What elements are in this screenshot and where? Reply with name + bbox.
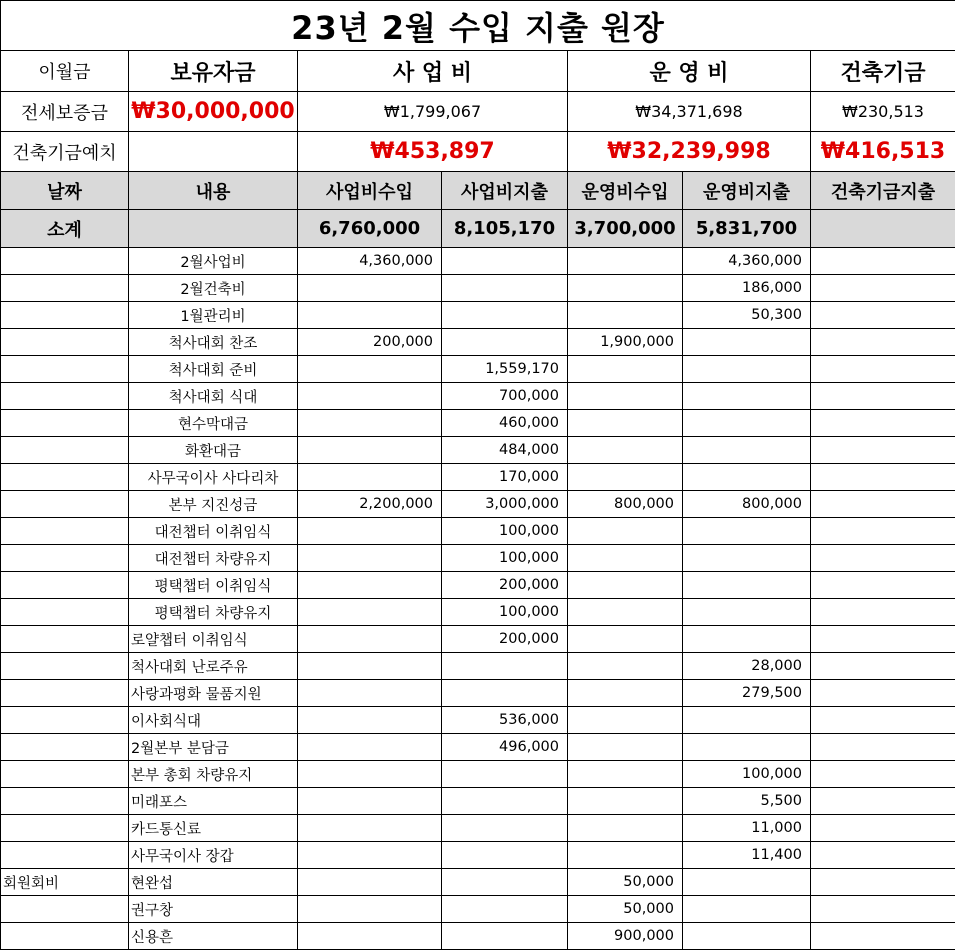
cell-building-expense — [811, 248, 955, 275]
cell-operating-expense — [683, 599, 811, 626]
cell-date — [1, 815, 129, 842]
cell-business-income — [298, 437, 442, 464]
cell-business-income — [298, 761, 442, 788]
operating-expense-label: 운 영 비 — [568, 51, 811, 92]
cell-business-expense: 100,000 — [442, 518, 568, 545]
cell-content: 평택챕터 이취임식 — [129, 572, 298, 599]
header-building-expense: 건축기금지출 — [811, 172, 955, 210]
cell-date: 회원회비 — [1, 869, 129, 896]
cell-operating-expense: 28,000 — [683, 653, 811, 680]
subtotal-building-expense — [811, 210, 955, 248]
cell-business-income — [298, 788, 442, 815]
cell-date — [1, 518, 129, 545]
cell-business-income — [298, 842, 442, 869]
cell-business-expense: 100,000 — [442, 599, 568, 626]
cell-business-income — [298, 680, 442, 707]
cell-business-income: 2,200,000 — [298, 491, 442, 518]
cell-building-expense — [811, 815, 955, 842]
cell-content: 사무국이사 장갑 — [129, 842, 298, 869]
cell-operating-income: 50,000 — [568, 869, 683, 896]
building-balance: ₩416,513 — [811, 132, 955, 172]
subtotal-label: 소계 — [1, 210, 129, 248]
table-row — [1, 383, 955, 410]
cell-content: 사무국이사 사다리차 — [129, 464, 298, 491]
table-row — [1, 923, 955, 950]
cell-date — [1, 707, 129, 734]
table-row — [1, 842, 955, 869]
cell-building-expense — [811, 383, 955, 410]
cell-date — [1, 761, 129, 788]
cell-content: 척사대회 찬조 — [129, 329, 298, 356]
cell-date — [1, 896, 129, 923]
cell-content: 사랑과평화 물품지원 — [129, 680, 298, 707]
cell-date — [1, 734, 129, 761]
table-row — [1, 410, 955, 437]
cell-operating-income — [568, 410, 683, 437]
cell-content: 화환대금 — [129, 437, 298, 464]
cell-date — [1, 383, 129, 410]
cell-content: 척사대회 난로주유 — [129, 653, 298, 680]
building-carryover: ₩230,513 — [811, 92, 955, 132]
cell-operating-income: 1,900,000 — [568, 329, 683, 356]
cell-operating-income — [568, 653, 683, 680]
cell-building-expense — [811, 896, 955, 923]
building-deposit-amount — [129, 132, 298, 172]
subtotal-operating-income: 3,700,000 — [568, 210, 683, 248]
page-title: 23년 2월 수입 지출 원장 — [1, 1, 955, 51]
cell-operating-expense — [683, 329, 811, 356]
cell-business-expense — [442, 275, 568, 302]
table-row — [1, 707, 955, 734]
cell-building-expense — [811, 707, 955, 734]
cell-business-income — [298, 356, 442, 383]
cell-building-expense — [811, 788, 955, 815]
cell-business-expense: 484,000 — [442, 437, 568, 464]
cell-content: 현완섭 — [129, 869, 298, 896]
cell-operating-income — [568, 626, 683, 653]
cell-operating-expense: 100,000 — [683, 761, 811, 788]
cell-building-expense — [811, 437, 955, 464]
cell-operating-expense — [683, 545, 811, 572]
cell-business-expense — [442, 896, 568, 923]
cell-operating-expense — [683, 383, 811, 410]
cell-content: 본부 총회 차량유지 — [129, 761, 298, 788]
cell-operating-expense — [683, 356, 811, 383]
cell-operating-expense — [683, 734, 811, 761]
cell-business-income — [298, 275, 442, 302]
cell-content: 신용흔 — [129, 923, 298, 950]
cell-business-income — [298, 707, 442, 734]
cell-operating-income — [568, 599, 683, 626]
table-row — [1, 869, 955, 896]
cell-business-income — [298, 302, 442, 329]
cell-operating-expense — [683, 410, 811, 437]
cell-content: 대전챕터 이취임식 — [129, 518, 298, 545]
cell-operating-expense — [683, 707, 811, 734]
cell-operating-expense — [683, 626, 811, 653]
cell-date — [1, 842, 129, 869]
cell-content: 현수막대금 — [129, 410, 298, 437]
cell-date — [1, 410, 129, 437]
operating-balance: ₩32,239,998 — [568, 132, 811, 172]
cell-business-expense — [442, 842, 568, 869]
table-row — [1, 518, 955, 545]
cell-building-expense — [811, 491, 955, 518]
business-expense-label: 사 업 비 — [298, 51, 568, 92]
cell-business-income — [298, 896, 442, 923]
building-deposit-label: 건축기금예치 — [1, 132, 129, 172]
cell-building-expense — [811, 734, 955, 761]
cell-building-expense — [811, 275, 955, 302]
deposit-label: 전세보증금 — [1, 92, 129, 132]
cell-date — [1, 923, 129, 950]
cell-building-expense — [811, 545, 955, 572]
cell-date — [1, 464, 129, 491]
cell-operating-income — [568, 680, 683, 707]
cell-date — [1, 491, 129, 518]
cell-date — [1, 356, 129, 383]
subtotal-operating-expense: 5,831,700 — [683, 210, 811, 248]
operating-carryover: ₩34,371,698 — [568, 92, 811, 132]
cell-building-expense — [811, 464, 955, 491]
table-row — [1, 356, 955, 383]
deposit-amount: ₩30,000,000 — [129, 92, 298, 132]
table-row — [1, 788, 955, 815]
header-date: 날짜 — [1, 172, 129, 210]
cell-content: 1월관리비 — [129, 302, 298, 329]
cell-business-expense: 170,000 — [442, 464, 568, 491]
table-row — [1, 464, 955, 491]
cell-operating-income: 900,000 — [568, 923, 683, 950]
cell-business-expense — [442, 869, 568, 896]
cell-operating-income — [568, 734, 683, 761]
cell-operating-income — [568, 707, 683, 734]
cell-business-income — [298, 572, 442, 599]
cell-operating-expense — [683, 437, 811, 464]
cell-building-expense — [811, 761, 955, 788]
cell-date — [1, 572, 129, 599]
cell-business-income: 200,000 — [298, 329, 442, 356]
business-balance: ₩453,897 — [298, 132, 568, 172]
cell-building-expense — [811, 626, 955, 653]
header-content: 내용 — [129, 172, 298, 210]
cell-business-income — [298, 383, 442, 410]
subtotal-content — [129, 210, 298, 248]
cell-date — [1, 545, 129, 572]
cell-business-income — [298, 464, 442, 491]
cell-business-expense — [442, 923, 568, 950]
subtotal-business-expense: 8,105,170 — [442, 210, 568, 248]
cell-operating-income — [568, 815, 683, 842]
cell-operating-income — [568, 383, 683, 410]
cell-operating-income: 50,000 — [568, 896, 683, 923]
cell-operating-income — [568, 464, 683, 491]
table-row — [1, 653, 955, 680]
cell-operating-expense: 4,360,000 — [683, 248, 811, 275]
cell-content: 2월사업비 — [129, 248, 298, 275]
cell-building-expense — [811, 329, 955, 356]
cell-business-expense: 3,000,000 — [442, 491, 568, 518]
header-business-income: 사업비수입 — [298, 172, 442, 210]
cell-content: 척사대회 준비 — [129, 356, 298, 383]
cell-date — [1, 680, 129, 707]
cell-building-expense — [811, 923, 955, 950]
cell-business-income — [298, 410, 442, 437]
cell-content: 척사대회 식대 — [129, 383, 298, 410]
cell-operating-expense: 50,300 — [683, 302, 811, 329]
header-operating-expense: 운영비지출 — [683, 172, 811, 210]
cell-operating-income — [568, 842, 683, 869]
cell-building-expense — [811, 302, 955, 329]
cell-operating-income: 800,000 — [568, 491, 683, 518]
cell-operating-expense — [683, 896, 811, 923]
cell-date — [1, 248, 129, 275]
cell-operating-expense: 186,000 — [683, 275, 811, 302]
table-row — [1, 815, 955, 842]
cell-date — [1, 626, 129, 653]
cell-operating-expense — [683, 869, 811, 896]
cell-building-expense — [811, 518, 955, 545]
cell-operating-expense: 11,000 — [683, 815, 811, 842]
cell-business-expense: 200,000 — [442, 572, 568, 599]
cell-date — [1, 653, 129, 680]
cell-business-expense — [442, 815, 568, 842]
cell-business-income: 4,360,000 — [298, 248, 442, 275]
table-row — [1, 680, 955, 707]
table-row — [1, 896, 955, 923]
cell-building-expense — [811, 410, 955, 437]
table-row — [1, 329, 955, 356]
cell-operating-income — [568, 545, 683, 572]
cell-business-income — [298, 653, 442, 680]
cell-business-income — [298, 518, 442, 545]
cell-business-income — [298, 626, 442, 653]
cell-business-expense — [442, 680, 568, 707]
cell-operating-income — [568, 248, 683, 275]
cell-business-expense: 700,000 — [442, 383, 568, 410]
cell-building-expense — [811, 599, 955, 626]
cell-business-expense: 460,000 — [442, 410, 568, 437]
table-row — [1, 302, 955, 329]
cell-date — [1, 329, 129, 356]
holdings-label: 보유자금 — [129, 51, 298, 92]
cell-operating-income — [568, 275, 683, 302]
cell-date — [1, 275, 129, 302]
cell-operating-expense: 11,400 — [683, 842, 811, 869]
cell-business-income — [298, 734, 442, 761]
carryover-label: 이월금 — [1, 51, 129, 92]
cell-date — [1, 437, 129, 464]
cell-building-expense — [811, 356, 955, 383]
cell-operating-income — [568, 437, 683, 464]
cell-building-expense — [811, 842, 955, 869]
cell-operating-expense — [683, 464, 811, 491]
cell-business-expense — [442, 761, 568, 788]
cell-operating-expense — [683, 572, 811, 599]
cell-content: 카드통신료 — [129, 815, 298, 842]
table-row — [1, 572, 955, 599]
cell-business-income — [298, 923, 442, 950]
cell-business-expense: 496,000 — [442, 734, 568, 761]
cell-content: 미래포스 — [129, 788, 298, 815]
cell-operating-income — [568, 518, 683, 545]
building-fund-label: 건축기금 — [811, 51, 955, 92]
cell-operating-income — [568, 788, 683, 815]
cell-content: 본부 지진성금 — [129, 491, 298, 518]
header-business-expense: 사업비지출 — [442, 172, 568, 210]
table-row — [1, 734, 955, 761]
subtotal-business-income: 6,760,000 — [298, 210, 442, 248]
cell-operating-income — [568, 572, 683, 599]
table-row — [1, 275, 955, 302]
cell-content: 평택챕터 차량유지 — [129, 599, 298, 626]
cell-content: 2월건축비 — [129, 275, 298, 302]
cell-operating-income — [568, 356, 683, 383]
table-row — [1, 626, 955, 653]
cell-business-income — [298, 815, 442, 842]
cell-operating-expense — [683, 923, 811, 950]
table-row — [1, 599, 955, 626]
table-row — [1, 437, 955, 464]
cell-date — [1, 599, 129, 626]
cell-building-expense — [811, 572, 955, 599]
cell-business-expense — [442, 302, 568, 329]
cell-operating-income — [568, 761, 683, 788]
cell-business-expense: 200,000 — [442, 626, 568, 653]
cell-content: 이사회식대 — [129, 707, 298, 734]
header-operating-income: 운영비수입 — [568, 172, 683, 210]
cell-building-expense — [811, 869, 955, 896]
cell-operating-expense: 800,000 — [683, 491, 811, 518]
cell-building-expense — [811, 653, 955, 680]
cell-operating-income — [568, 302, 683, 329]
cell-content: 대전챕터 차량유지 — [129, 545, 298, 572]
cell-business-income — [298, 869, 442, 896]
cell-date — [1, 302, 129, 329]
cell-business-expense: 100,000 — [442, 545, 568, 572]
table-row — [1, 545, 955, 572]
cell-business-expense — [442, 653, 568, 680]
cell-business-expense — [442, 248, 568, 275]
cell-business-expense — [442, 329, 568, 356]
business-carryover: ₩1,799,067 — [298, 92, 568, 132]
cell-content: 권구창 — [129, 896, 298, 923]
cell-business-income — [298, 599, 442, 626]
cell-operating-expense: 279,500 — [683, 680, 811, 707]
table-row — [1, 761, 955, 788]
table-row — [1, 248, 955, 275]
cell-business-expense: 1,559,170 — [442, 356, 568, 383]
cell-date — [1, 788, 129, 815]
cell-business-expense — [442, 788, 568, 815]
cell-business-expense: 536,000 — [442, 707, 568, 734]
cell-content: 로얄챕터 이취임식 — [129, 626, 298, 653]
cell-business-income — [298, 545, 442, 572]
cell-operating-expense: 5,500 — [683, 788, 811, 815]
cell-operating-expense — [683, 518, 811, 545]
cell-content: 2월본부 분담금 — [129, 734, 298, 761]
table-row — [1, 491, 955, 518]
cell-building-expense — [811, 680, 955, 707]
